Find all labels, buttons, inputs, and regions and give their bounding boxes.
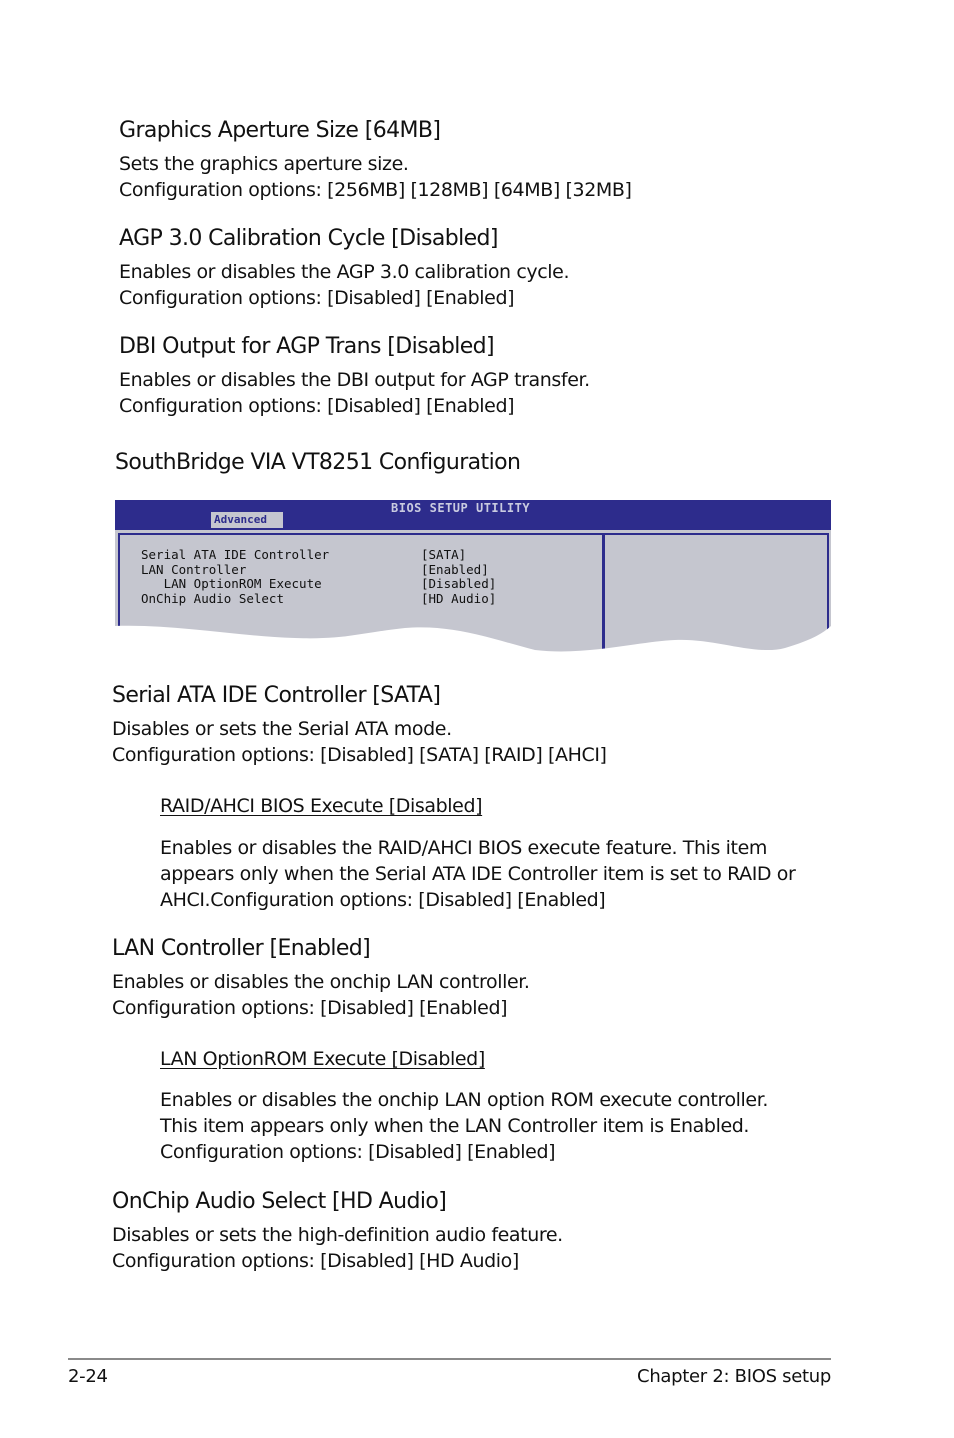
desc-line: Enables or disables the onchip LAN option ROM execute controller. bbox=[160, 1089, 769, 1111]
desc-line: Enables or disables the AGP 3.0 calibration cycle. bbox=[119, 261, 570, 283]
desc-raid-ahci bbox=[160, 835, 795, 913]
heading-agp-calibration: AGP 3.0 Calibration Cycle [Disabled] bbox=[119, 226, 498, 251]
desc-dbi-output bbox=[119, 367, 590, 419]
bios-row-label: LAN Controller bbox=[141, 561, 247, 577]
bios-row-label: LAN OptionROM Execute bbox=[141, 576, 322, 591]
bios-row-label: OnChip Audio Select bbox=[141, 590, 284, 606]
desc-line: Configuration options: [Disabled] [Enabled] bbox=[112, 997, 508, 1019]
desc-line: Configuration options: [Disabled] [SATA] [RAID] [AHCI] bbox=[112, 744, 607, 766]
desc-lan-optionrom bbox=[160, 1087, 768, 1165]
desc-line: Enables or disables the RAID/AHCI BIOS execute feature. This item bbox=[160, 837, 767, 859]
bios-row-value: [SATA] bbox=[421, 547, 467, 562]
desc-line: Sets the graphics aperture size. bbox=[119, 153, 409, 175]
desc-line: Configuration options: [256MB] [128MB] [64MB] [32MB] bbox=[119, 179, 632, 201]
heading-graphics-aperture: Graphics Aperture Size [64MB] bbox=[119, 118, 441, 143]
bios-row-value: [Enabled] bbox=[421, 561, 489, 577]
chapter-label: Chapter 2: BIOS setup bbox=[637, 1366, 831, 1387]
heading-onchip-audio: OnChip Audio Select [HD Audio] bbox=[112, 1189, 447, 1214]
desc-line: Enables or disables the onchip LAN controller. bbox=[112, 971, 530, 993]
desc-serial-ata bbox=[112, 716, 607, 768]
bios-row-value: [HD Audio] bbox=[421, 590, 497, 606]
heading-lan-controller: LAN Controller [Enabled] bbox=[112, 936, 371, 961]
footer-rule bbox=[68, 1358, 831, 1360]
desc-line: Disables or sets the Serial ATA mode. bbox=[112, 718, 452, 740]
heading-serial-ata: Serial ATA IDE Controller [SATA] bbox=[112, 683, 441, 708]
bios-screenshot bbox=[115, 500, 831, 655]
subheading-lan-optionrom: LAN OptionROM Execute [Disabled] bbox=[160, 1048, 485, 1070]
heading-southbridge: SouthBridge VIA VT8251 Configuration bbox=[115, 450, 521, 475]
page-number: 2-24 bbox=[68, 1366, 108, 1387]
desc-lan-controller bbox=[112, 969, 530, 1021]
desc-line: Configuration options: [Disabled] [HD Audio] bbox=[112, 1250, 519, 1272]
desc-agp-calibration bbox=[119, 259, 569, 311]
bios-row-value: [Disabled] bbox=[421, 576, 497, 591]
bios-title: BIOS SETUP UTILITY bbox=[391, 501, 531, 515]
desc-line: Configuration options: [Disabled] [Enabled] bbox=[119, 395, 515, 417]
desc-line: Disables or sets the high-definition audio feature. bbox=[112, 1224, 563, 1246]
desc-line: appears only when the Serial ATA IDE Controller item is set to RAID or bbox=[160, 863, 796, 885]
desc-line: AHCI.Configuration options: [Disabled] [Enabled] bbox=[160, 889, 606, 911]
bios-row-label: Serial ATA IDE Controller bbox=[141, 547, 330, 562]
desc-line: Configuration options: [Disabled] [Enabled] bbox=[160, 1141, 556, 1163]
desc-line: This item appears only when the LAN Controller item is Enabled. bbox=[160, 1115, 750, 1137]
desc-line: Configuration options: [Disabled] [Enabled] bbox=[119, 287, 515, 309]
bios-tab-label: Advanced bbox=[214, 513, 267, 526]
subheading-raid-ahci: RAID/AHCI BIOS Execute [Disabled] bbox=[160, 795, 483, 817]
bios-torn-edge bbox=[115, 500, 831, 655]
desc-line: Enables or disables the DBI output for AGP transfer. bbox=[119, 369, 590, 391]
heading-dbi-output: DBI Output for AGP Trans [Disabled] bbox=[119, 334, 495, 359]
desc-graphics-aperture bbox=[119, 151, 632, 203]
desc-onchip-audio bbox=[112, 1222, 563, 1274]
